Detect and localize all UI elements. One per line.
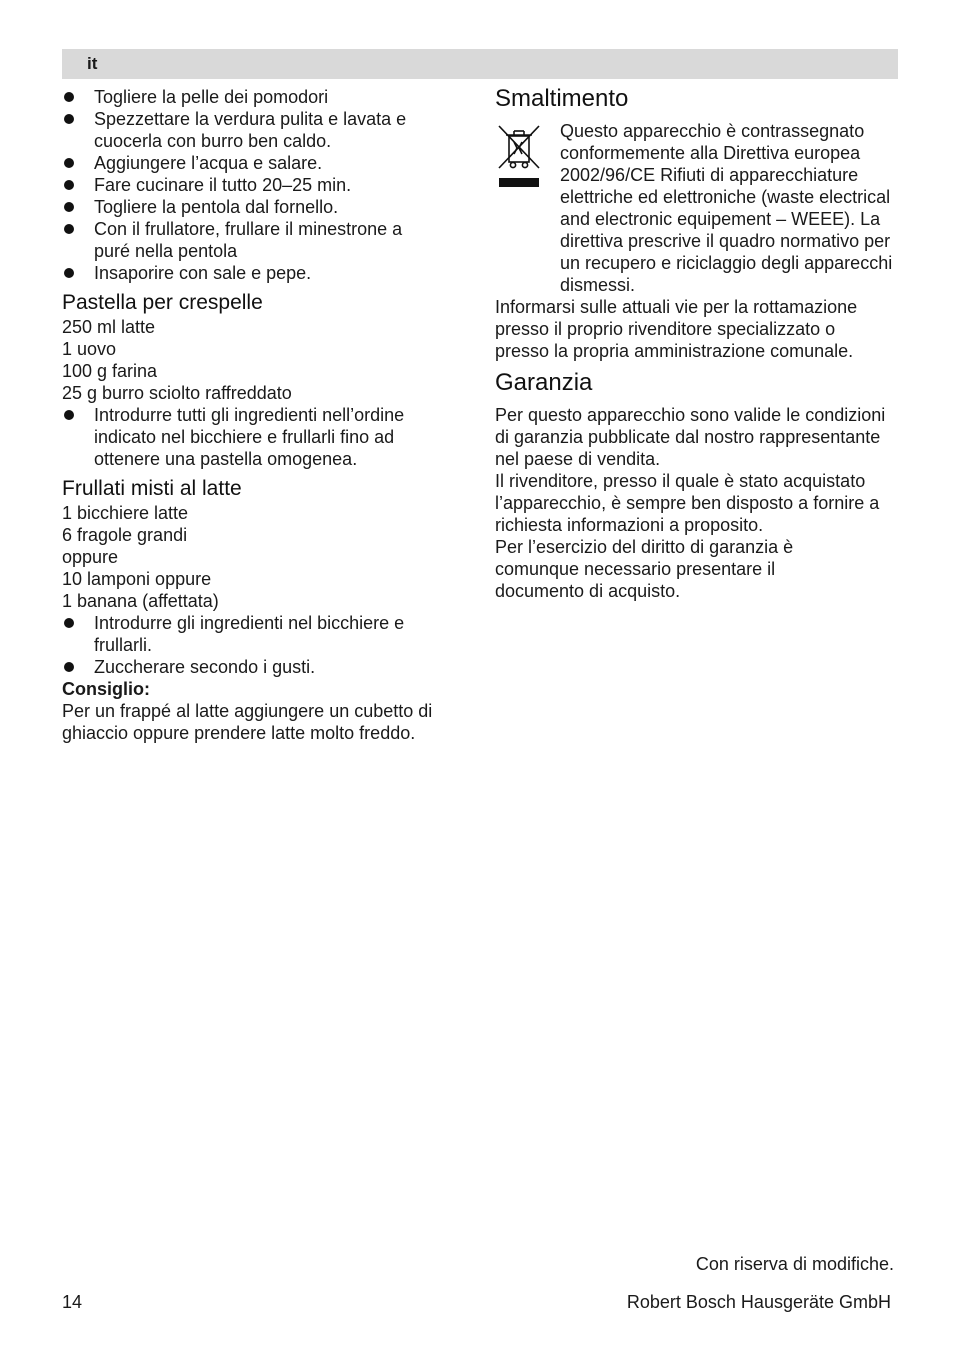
shake-heading: Frullati misti al latte <box>62 477 242 500</box>
footer-note: Con riserva di modifiche. <box>695 1254 894 1274</box>
ingredient-line: 1 bicchiere latte <box>62 503 189 523</box>
ingredient-line: 100 g farina <box>62 361 158 381</box>
disposal-block <box>495 120 900 296</box>
bullet-icon <box>64 410 74 420</box>
warranty-paragraph: Il rivenditore, presso il quale è stato acquistato l’apparecchio, è sempre ben disposto a fornire a richiesta informazioni a proposito. <box>495 471 880 535</box>
crepes-heading: Pastella per crespelle <box>62 291 263 314</box>
disposal-text: Questo apparecchio è contrassegnato conformemente alla Direttiva europea 2002/96/CE Rifiuti di apparecchiature elettriche ed elettroniche (waste electrical and electronic equipement – WEEE). La direttiva prescrive il quadro normativo per un recupero e riciclaggio degli apparecchi dismessi. <box>560 121 893 295</box>
ingredient-line: oppure <box>62 547 119 567</box>
disposal-info: Informarsi sulle attuali vie per la rottamazione presso il proprio rivenditore specializzato o presso la propria amministrazione comunale. <box>495 297 858 361</box>
list-item: Introdurre gli ingredienti nel bicchiere e frullarli. <box>62 612 414 656</box>
ingredient-line: 25 g burro sciolto raffreddato <box>62 383 292 403</box>
shake-steps-list <box>62 612 472 678</box>
list-item: Zuccherare secondo i gusti. <box>62 656 472 678</box>
tip-heading: Consiglio: <box>62 679 150 699</box>
soup-steps-list <box>62 86 472 284</box>
bullet-icon <box>64 618 74 628</box>
ingredient-line: 10 lamponi oppure <box>62 569 212 589</box>
list-item: Aggiungere l’acqua e salare. <box>62 152 472 174</box>
bullet-icon <box>64 180 74 190</box>
page-number: 14 <box>62 1292 83 1312</box>
list-item: Togliere la pentola dal fornello. <box>62 196 472 218</box>
list-item: Togliere la pelle dei pomodori <box>62 86 434 108</box>
shake-ingredients <box>62 502 472 612</box>
list-item: Introdurre tutti gli ingredienti nell’ordine indicato nel bicchiere e frullarli fino ad ottenere una pastella omogenea. <box>62 404 439 470</box>
language-tab-label: it <box>87 54 98 73</box>
list-item: Insaporire con sale e pepe. <box>62 262 472 284</box>
disposal-heading: Smaltimento <box>495 85 629 112</box>
ingredient-line: 250 ml latte <box>62 317 156 337</box>
crepes-ingredients <box>62 316 472 404</box>
right-column <box>495 86 900 602</box>
bullet-icon <box>64 662 74 672</box>
ingredient-line: 6 fragole grandi <box>62 525 188 545</box>
list-item: Con il frullatore, frullare il minestrone a puré nella pentola <box>62 218 434 262</box>
ingredient-line: 1 banana (affettata) <box>62 591 219 611</box>
tip-text: Per un frappé al latte aggiungere un cubetto di ghiaccio oppure prendere latte molto freddo. <box>62 701 433 743</box>
bullet-icon <box>64 224 74 234</box>
warranty-paragraph: Per l’esercizio del diritto di garanzia è comunque necessario presentare il documento di acquisto. <box>495 537 794 601</box>
bullet-icon <box>64 202 74 212</box>
ingredient-line: 1 uovo <box>62 339 117 359</box>
crepes-steps-list <box>62 404 472 470</box>
bullet-icon <box>64 158 74 168</box>
bullet-icon <box>64 92 74 102</box>
warranty-heading: Garanzia <box>495 369 593 396</box>
warranty-paragraph: Per questo apparecchio sono valide le condizioni di garanzia pubblicate dal nostro rappresentante nel paese di vendita. <box>495 405 886 469</box>
left-column <box>62 86 472 744</box>
language-tab-bar <box>62 49 898 79</box>
company-name: Robert Bosch Hausgeräte GmbH <box>626 1292 891 1312</box>
weee-crossed-bin-icon <box>497 124 541 190</box>
bullet-icon <box>64 268 74 278</box>
list-item: Spezzettare la verdura pulita e lavata e cuocerla con burro ben caldo. <box>62 108 409 152</box>
bullet-icon <box>64 114 74 124</box>
list-item: Fare cucinare il tutto 20–25 min. <box>62 174 472 196</box>
